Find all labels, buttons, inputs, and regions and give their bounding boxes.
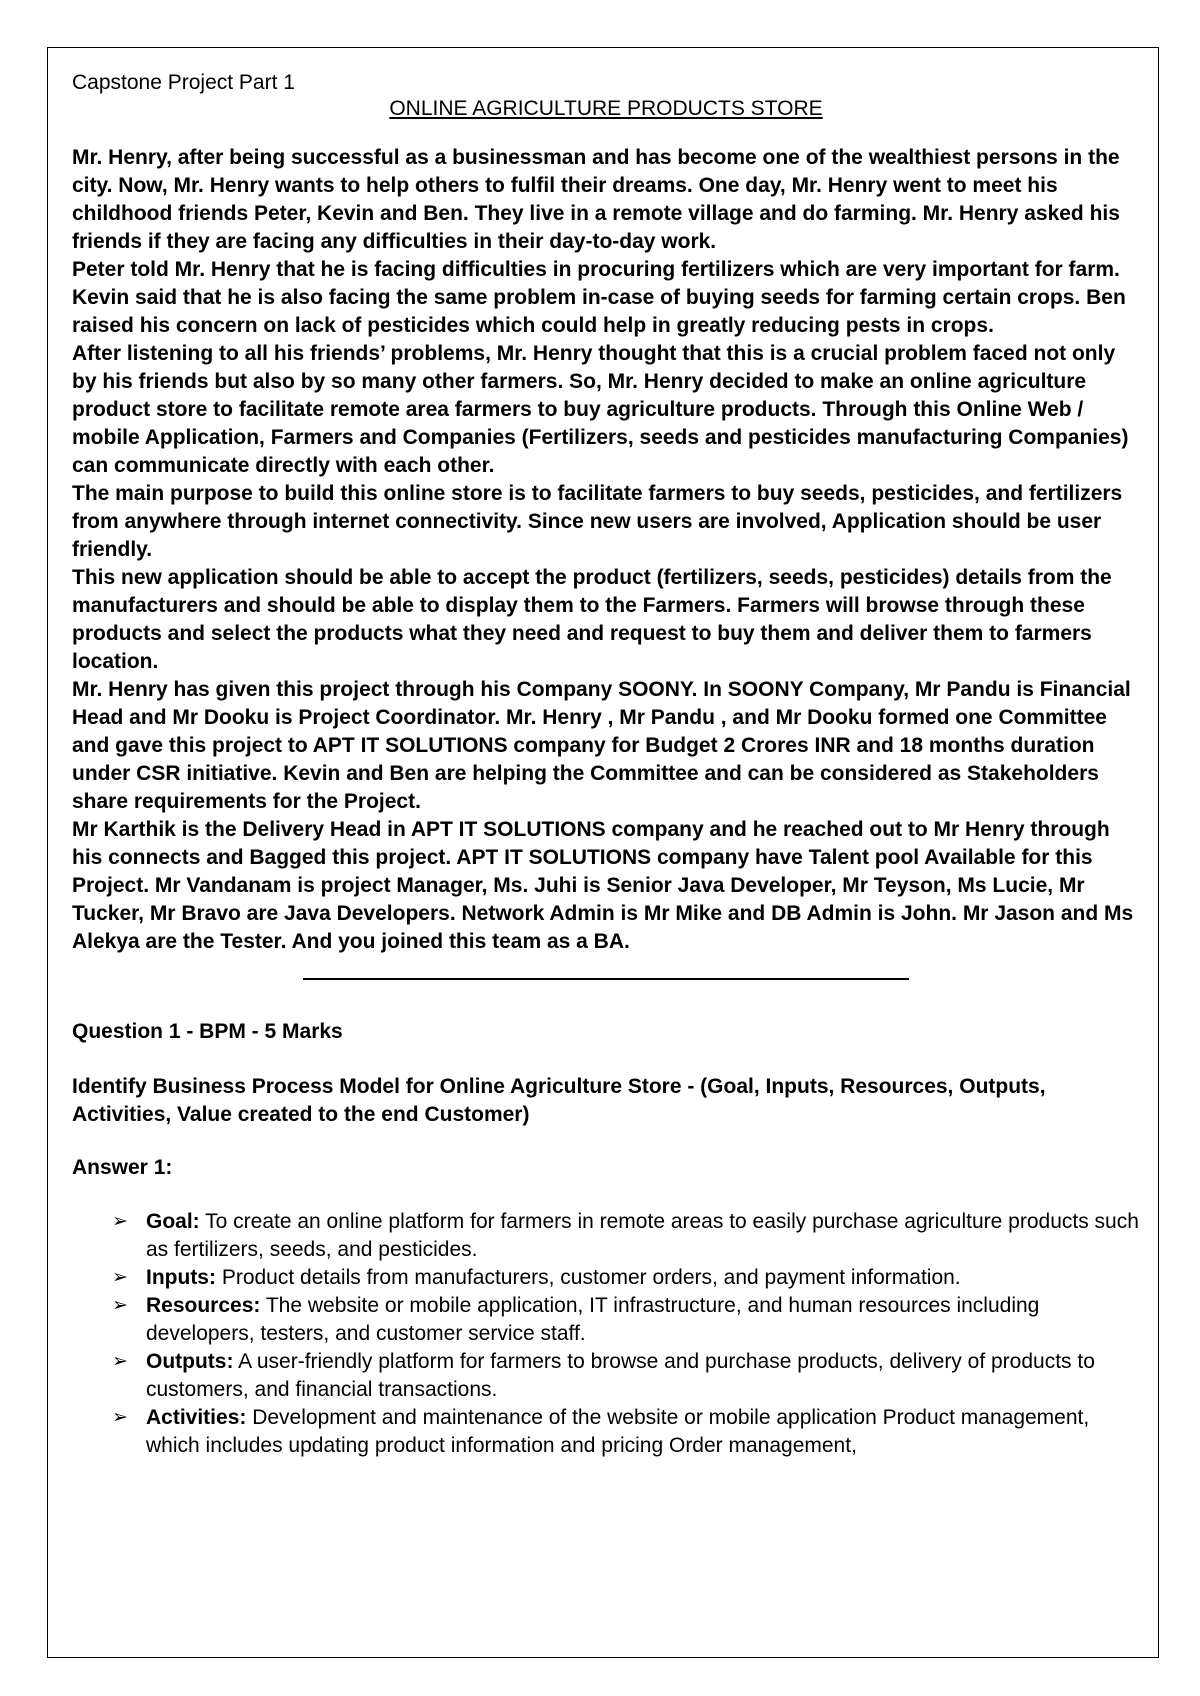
answer-item-text: Development and maintenance of the website or mobile application Product management, which includes updating product information and pricing Order management, xyxy=(146,1406,1090,1457)
intro-paragraph: Peter told Mr. Henry that he is facing difficulties in procuring fertilizers which are very important for farm. Kevin said that he is also facing the same problem in-case of buying seeds for farming certain crops. Ben raised his concern on lack of pesticides which could help in greatly reducing pests in crops. xyxy=(72,258,1126,337)
arrow-bullet-icon: ➢ xyxy=(112,1267,128,1288)
answer-item-resources xyxy=(112,1292,1140,1348)
question-text: Identify Business Process Model for Online Agriculture Store - (Goal, Inputs, Resources, Outputs, Activities, Value created to the end Customer) xyxy=(72,1075,1046,1126)
intro-section xyxy=(72,144,1140,956)
answer-item-inputs xyxy=(112,1264,1140,1292)
answer-item-label: Inputs: xyxy=(146,1266,216,1289)
intro-paragraph: This new application should be able to accept the product (fertilizers, seeds, pesticides) details from the manufacturers and should be able to display them to the Farmers. Farmers will browse through these products and select the products what they need and request to buy them and deliver them to farmers location. xyxy=(72,566,1112,673)
answer-item-text: To create an online platform for farmers in remote areas to easily purchase agriculture products such as fertilizers, seeds, and pesticides. xyxy=(146,1210,1139,1261)
answer-item-goal xyxy=(112,1208,1140,1264)
intro-paragraph: Mr. Henry has given this project through his Company SOONY. In SOONY Company, Mr Pandu is Financial Head and Mr Dooku is Project Coordinator. Mr. Henry , Mr Pandu , and Mr Dooku formed one Committee and gave this project to APT IT SOLUTIONS company for Budget 2 Crores INR and 18 months duration under CSR initiative. Kevin and Ben are helping the Committee and can be considered as Stakeholders share requirements for the Project. xyxy=(72,678,1131,813)
intro-paragraph: After listening to all his friends’ problems, Mr. Henry thought that this is a crucial problem faced not only by his friends but also by so many other farmers. So, Mr. Henry decided to make an online agriculture product store to facilitate remote area farmers to buy agriculture products. Through this Online Web / mobile Application, Farmers and Companies (Fertilizers, seeds and pesticides manufacturing Companies) can communicate directly with each other. xyxy=(72,342,1129,477)
header-label: Capstone Project Part 1 xyxy=(72,71,295,94)
answer-item-activities xyxy=(112,1404,1140,1460)
answer-item-text: Product details from manufacturers, customer orders, and payment information. xyxy=(215,1266,961,1289)
answer-list xyxy=(72,1208,1140,1460)
answer-item-label: Outputs: xyxy=(146,1350,234,1373)
document-title: ONLINE AGRICULTURE PRODUCTS STORE xyxy=(389,97,823,120)
arrow-bullet-icon: ➢ xyxy=(112,1211,128,1232)
section-separator xyxy=(303,978,909,980)
answer-item-text: A user-friendly platform for farmers to browse and purchase products, delivery of products to customers, and financial transactions. xyxy=(146,1350,1095,1401)
answer-item-text: The website or mobile application, IT infrastructure, and human resources including developers, testers, and customer service staff. xyxy=(146,1294,1040,1345)
arrow-bullet-icon: ➢ xyxy=(112,1295,128,1316)
answer-item-label: Goal: xyxy=(146,1210,200,1233)
answer-label: Answer 1: xyxy=(72,1156,173,1179)
question-heading: Question 1 - BPM - 5 Marks xyxy=(72,1020,343,1043)
intro-paragraph: Mr Karthik is the Delivery Head in APT IT SOLUTIONS company and he reached out to Mr Henry through his connects and Bagged this project. APT IT SOLUTIONS company have Talent pool Available for this Project. Mr Vandanam is project Manager, Ms. Juhi is Senior Java Developer, Mr Teyson, Ms Lucie, Mr Tucker, Mr Bravo are Java Developers. Network Admin is Mr Mike and DB Admin is John. Mr Jason and Ms Alekya are the Tester. And you joined this team as a BA. xyxy=(72,818,1134,953)
answer-item-outputs xyxy=(112,1348,1140,1404)
intro-paragraph: The main purpose to build this online store is to facilitate farmers to buy seeds, pesticides, and fertilizers from anywhere through internet connectivity. Since new users are involved, Application should be user friendly. xyxy=(72,482,1123,561)
answer-item-label: Activities: xyxy=(146,1406,247,1429)
document-content xyxy=(72,70,1140,1460)
answer-item-label: Resources: xyxy=(146,1294,261,1317)
arrow-bullet-icon: ➢ xyxy=(112,1351,128,1372)
intro-paragraph: Mr. Henry, after being successful as a businessman and has become one of the wealthiest persons in the city. Now, Mr. Henry wants to help others to fulfil their dreams. One day, Mr. Henry went to meet his childhood friends Peter, Kevin and Ben. They live in a remote village and do farming. Mr. Henry asked his friends if they are facing any difficulties in their day-to-day work. xyxy=(72,146,1120,253)
arrow-bullet-icon: ➢ xyxy=(112,1407,128,1428)
